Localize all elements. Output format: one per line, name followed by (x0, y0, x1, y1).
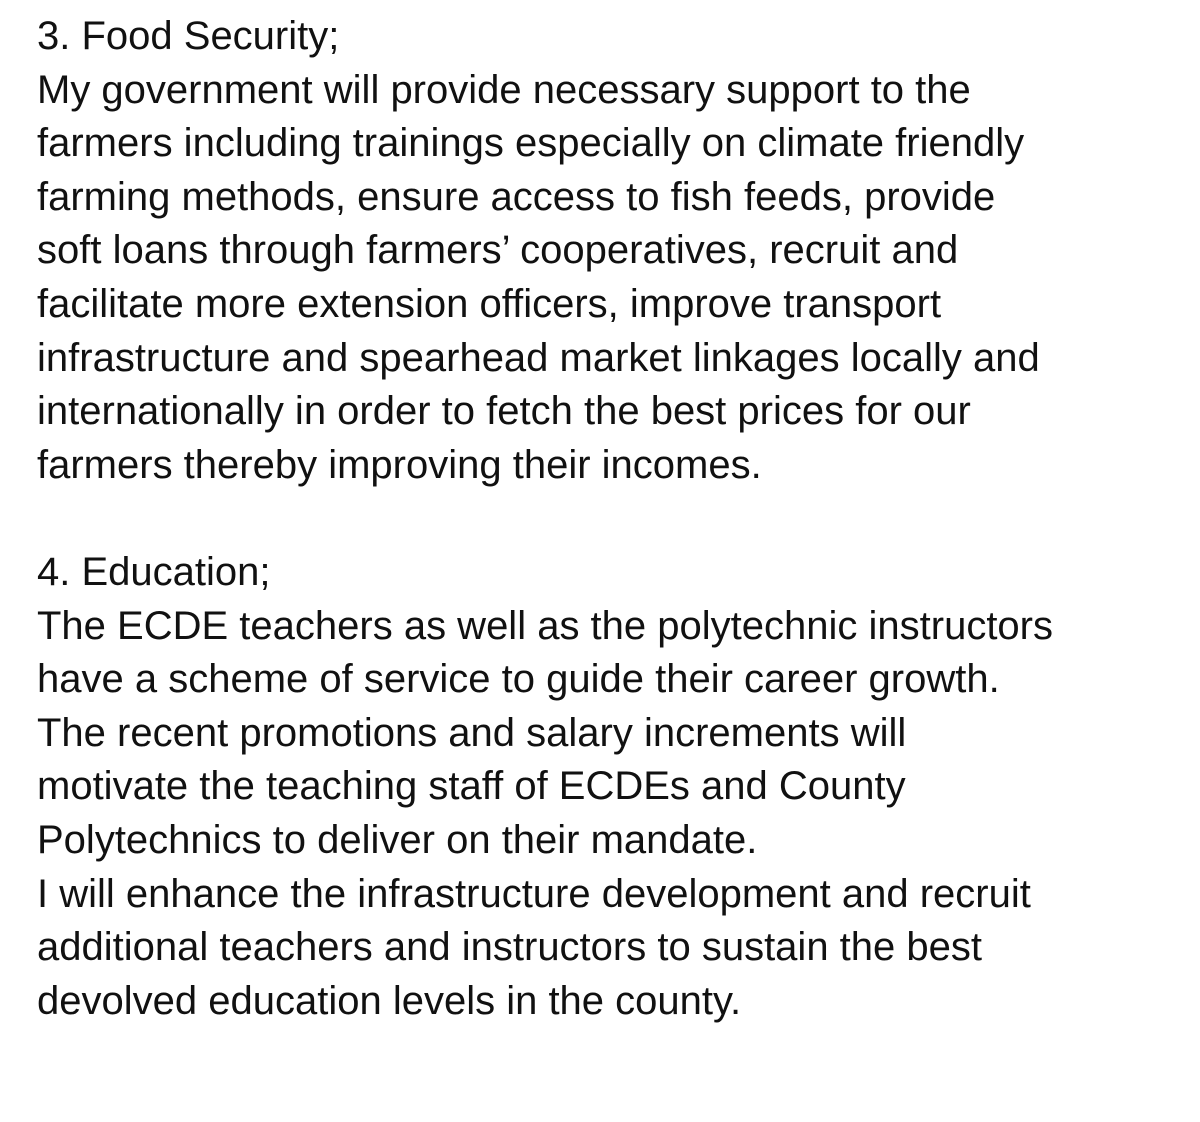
paragraph-line: additional teachers and instructors to sustain the best (37, 925, 982, 970)
paragraph-line: The recent promotions and salary increments will (37, 710, 907, 755)
section-food-security (37, 10, 1187, 492)
paragraph-line: farmers including trainings especially on climate friendly (37, 121, 1025, 166)
paragraph-line: infrastructure and spearhead market linkages locally and (37, 335, 1040, 380)
paragraph-line: facilitate more extension officers, improve transport (37, 281, 942, 326)
paragraph-line: devolved education levels in the county. (37, 978, 742, 1023)
paragraph-line: I will enhance the infrastructure development and recruit (37, 871, 1031, 916)
section-heading: 3. Food Security; (37, 14, 340, 58)
paragraph-line: farming methods, ensure access to fish feeds, provide (37, 174, 996, 219)
document-body (37, 10, 1187, 1028)
paragraph-line: Polytechnics to deliver on their mandate. (37, 817, 758, 862)
section-education (37, 546, 1187, 1028)
paragraph-line: have a scheme of service to guide their career growth. (37, 657, 1000, 702)
paragraph-line: soft loans through farmers’ cooperatives, recruit and (37, 228, 959, 273)
section-spacer (37, 492, 1187, 546)
paragraph-line: My government will provide necessary support to the (37, 67, 971, 112)
section-heading: 4. Education; (37, 549, 271, 594)
paragraph-line: motivate the teaching staff of ECDEs and County (37, 764, 906, 809)
paragraph-line: internationally in order to fetch the best prices for our (37, 389, 971, 434)
paragraph-line: The ECDE teachers as well as the polytechnic instructors (37, 603, 1053, 648)
paragraph-line: farmers thereby improving their incomes. (37, 442, 762, 487)
